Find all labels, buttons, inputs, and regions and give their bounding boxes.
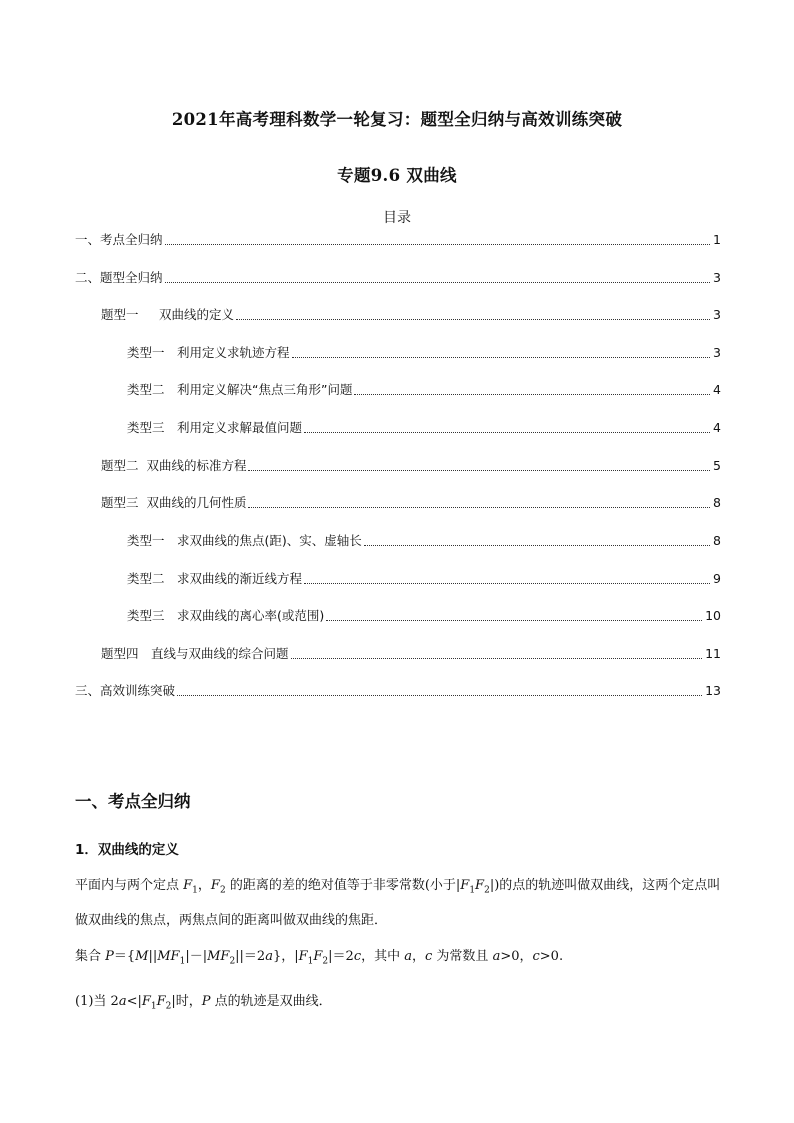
- math-var: F: [156, 994, 166, 1009]
- text-run: 点的轨迹是双曲线．: [210, 994, 332, 1009]
- text-run: ||: [148, 949, 158, 964]
- toc-dot-leader: [291, 657, 703, 659]
- toc-entry-label: 题型二 双曲线的标准方程: [101, 458, 247, 473]
- math-var: F: [313, 949, 323, 964]
- toc-dot-leader: [304, 431, 710, 433]
- toc-entry-page: 3: [713, 270, 721, 285]
- toc-entry-label: 题型一 双曲线的定义: [101, 307, 234, 322]
- section-heading: 一、考点全归纳: [75, 792, 191, 811]
- math-var: F: [183, 878, 193, 893]
- toc-entry[interactable]: [127, 532, 721, 550]
- definition-paragraph: [75, 871, 725, 935]
- math-var: F: [141, 994, 151, 1009]
- math-var: M: [135, 949, 149, 964]
- math-var: F: [210, 878, 220, 893]
- math-subscript: 1: [150, 1001, 157, 1012]
- document-subtitle: 专题9.6 双曲线: [337, 166, 457, 185]
- toc-entry[interactable]: [101, 494, 721, 512]
- toc-dot-leader: [354, 393, 710, 395]
- math-subscript: 2: [165, 1001, 172, 1012]
- case-paragraph: [75, 987, 725, 1022]
- math-var: MF: [207, 949, 230, 964]
- toc-entry-label: 二、题型全归纳: [75, 270, 163, 285]
- toc-entry-page: 4: [713, 382, 721, 397]
- toc-entry-page: 8: [713, 533, 721, 548]
- text-run: 平面内与两个定点: [75, 878, 184, 893]
- toc-dot-leader: [165, 243, 710, 245]
- toc-dot-leader: [326, 619, 702, 621]
- text-run: 集合: [75, 949, 106, 964]
- sub-heading: 1．双曲线的定义: [75, 842, 179, 858]
- text-run: <|: [126, 994, 142, 1009]
- toc-heading: 目录: [383, 210, 411, 226]
- text-run: 为常数且: [432, 949, 493, 964]
- toc-dot-leader: [304, 582, 710, 584]
- toc-entry-label: 类型二 利用定义解决“焦点三角形”问题: [127, 382, 353, 397]
- math-subscript: 1: [192, 885, 198, 896]
- toc-entry-label: 类型一 利用定义求轨迹方程: [127, 345, 290, 360]
- toc-entry-page: 8: [713, 495, 721, 510]
- toc-entry[interactable]: [75, 231, 721, 249]
- math-var: MF: [157, 949, 180, 964]
- text-run: ，: [412, 949, 426, 964]
- toc-entry-page: 3: [713, 345, 721, 360]
- math-var: a: [265, 949, 273, 964]
- toc-entry-page: 10: [705, 608, 721, 623]
- toc-dot-leader: [248, 506, 710, 508]
- math-var: P: [201, 994, 211, 1009]
- toc-entry-page: 1: [713, 232, 721, 247]
- text-run: 的距离的差的绝对值等于非零常数(小于|: [225, 878, 461, 893]
- toc-entry-label: 类型二 求双曲线的渐近线方程: [127, 571, 303, 586]
- math-var: c: [532, 949, 540, 964]
- math-var: F: [475, 878, 485, 893]
- toc-entry[interactable]: [75, 682, 721, 700]
- toc-entry-label: 题型四 直线与双曲线的综合问题: [101, 646, 289, 661]
- toc-dot-leader: [165, 281, 710, 283]
- toc-entry[interactable]: [127, 381, 721, 399]
- set-definition-paragraph: [75, 942, 725, 977]
- toc-entry-page: 13: [705, 683, 721, 698]
- toc-dot-leader: [364, 544, 710, 546]
- toc-entry[interactable]: [127, 344, 721, 362]
- math-subscript: 1: [307, 956, 314, 967]
- toc-entry-page: 5: [713, 458, 721, 473]
- toc-dot-leader: [236, 318, 710, 320]
- text-run: |－|: [185, 949, 208, 964]
- text-run: |)的点的轨迹叫做双曲线，这两个定点叫做双曲线的焦点，两焦点间的距离叫做双曲线的焦距．: [75, 878, 721, 928]
- toc-entry[interactable]: [127, 419, 721, 437]
- text-run: >0，: [500, 949, 533, 964]
- toc-entry[interactable]: [101, 645, 721, 663]
- text-run: >0.: [539, 949, 564, 964]
- toc-entry-page: 11: [705, 646, 721, 661]
- text-run: ，: [197, 878, 211, 893]
- math-subscript: 2: [219, 885, 226, 896]
- text-run: ，其中: [361, 949, 405, 964]
- toc-entry[interactable]: [101, 457, 721, 475]
- toc-dot-leader: [248, 469, 710, 471]
- toc-entry-label: 一、考点全归纳: [75, 232, 163, 247]
- toc-entry-label: 类型一 求双曲线的焦点(距)、实、虚轴长: [127, 533, 362, 548]
- math-var: a: [492, 949, 501, 964]
- text-run: ＝{: [113, 949, 136, 964]
- math-subscript: 1: [179, 956, 186, 967]
- text-run: }，|: [272, 949, 299, 964]
- math-var: c: [353, 949, 362, 964]
- math-subscript: 2: [484, 885, 490, 896]
- toc-dot-leader: [292, 356, 710, 358]
- math-var: P: [105, 949, 114, 964]
- document-title: 2021年高考理科数学一轮复习：题型全归纳与高效训练突破: [171, 110, 623, 129]
- text-run: |时，: [171, 994, 202, 1009]
- text-run: |＝2: [328, 949, 354, 964]
- math-subscript: 2: [322, 956, 329, 967]
- toc-entry[interactable]: [127, 570, 721, 588]
- math-var: c: [425, 949, 433, 964]
- toc-entry[interactable]: [75, 269, 721, 287]
- toc-dot-leader: [177, 694, 702, 696]
- text-run: (1)当 2: [75, 994, 119, 1009]
- math-var: a: [118, 994, 127, 1009]
- toc-entry-page: 9: [713, 571, 721, 586]
- toc-entry-label: 类型三 求双曲线的离心率(或范围): [127, 608, 325, 623]
- toc-entry-label: 三、高效训练突破: [75, 683, 176, 698]
- math-subscript: 1: [469, 885, 476, 896]
- math-var: F: [298, 949, 308, 964]
- toc-entry-page: 4: [713, 420, 721, 435]
- toc-entry-label: 类型三 利用定义求解最值问题: [127, 420, 303, 435]
- math-var: a: [404, 949, 412, 964]
- math-subscript: 2: [229, 956, 236, 967]
- math-var: F: [460, 878, 470, 893]
- toc-entry[interactable]: [127, 607, 721, 625]
- toc-entry-label: 题型三 双曲线的几何性质: [101, 495, 247, 510]
- toc-entry-page: 3: [713, 307, 721, 322]
- toc-entry[interactable]: [101, 306, 721, 324]
- text-run: ||＝2: [235, 949, 266, 964]
